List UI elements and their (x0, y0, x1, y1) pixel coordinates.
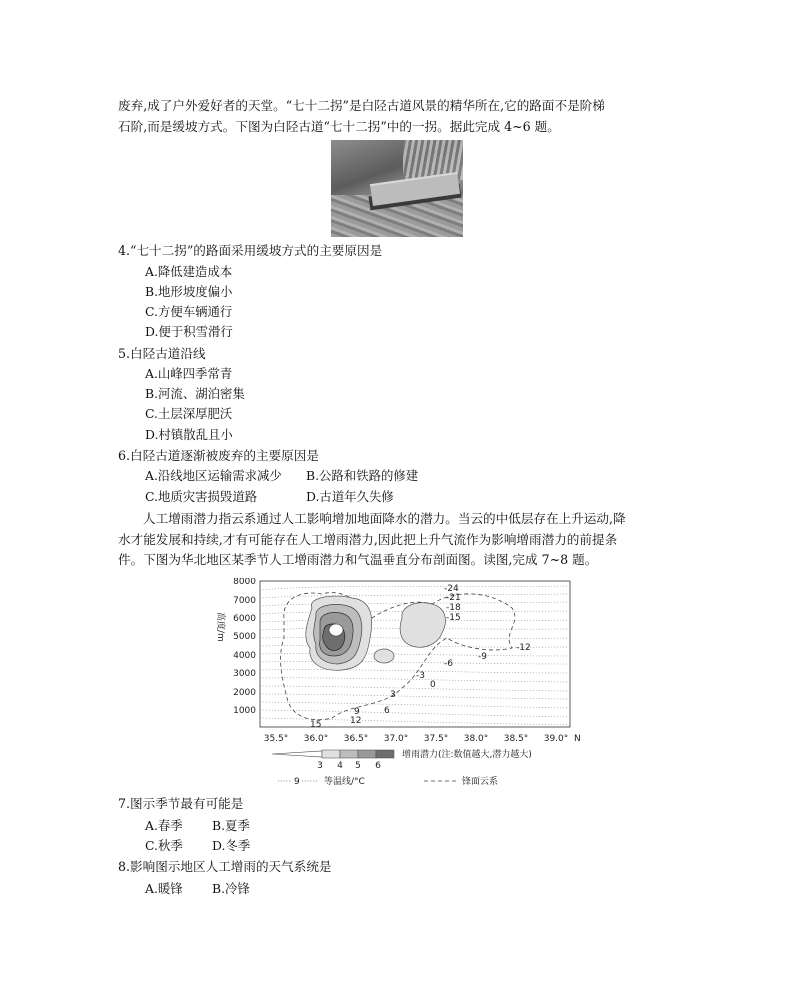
isotherm-label: -6 (444, 659, 453, 669)
x-axis (264, 734, 581, 744)
isotherm-label: 15 (310, 720, 322, 730)
q4-option-a: A.降低建造成本 (145, 264, 233, 279)
isotherm-label: 6 (384, 706, 390, 716)
legend-potential-label: 增雨潜力(注:数值越大,潜力越大) (402, 750, 532, 760)
legend-value: 3 (317, 761, 323, 771)
legend-swatch-6 (358, 750, 376, 758)
x-tick-label: 36.0° (303, 734, 329, 744)
legend-value: 5 (355, 761, 361, 771)
x-tick-label: 35.5° (263, 734, 289, 744)
q4-option-b: B.地形坡度偏小 (145, 284, 233, 299)
q7-option-c: C.秋季 (145, 838, 183, 853)
isotherm-label: 0 (430, 680, 436, 690)
x-tick-label: 36.5° (343, 734, 369, 744)
q5-option-a: A.山峰四季常青 (145, 366, 233, 381)
q6-option-c: C.地质灾害损毁道路 (145, 489, 258, 504)
legend-isotherm-label: 等温线/°C (324, 777, 365, 787)
passage2-line-3: 件。下图为华北地区某季节人工增雨潜力和气温垂直分布剖面图。读图,完成 7~8 题。 (118, 552, 598, 567)
y-tick-label: 5000 (233, 632, 256, 642)
q6-option-d: D.古道年久失修 (306, 489, 394, 504)
x-tick-label: 39.0° (543, 734, 569, 744)
isotherm-label: 3 (390, 690, 396, 700)
rain-potential-chart (212, 578, 588, 790)
q4-option-d: D.便于积雪滑行 (145, 324, 233, 339)
isotherm-label: -15 (446, 613, 461, 623)
q8-option-a: A.暖锋 (145, 881, 183, 896)
x-tick-label: 38.0° (463, 734, 489, 744)
legend-swatch-4 (322, 750, 340, 758)
q6-stem: 6.白陉古道逐渐被废弃的主要原因是 (118, 448, 319, 463)
isotherm-label: -21 (446, 593, 461, 603)
x-tick-label: 37.5° (423, 734, 449, 744)
y-tick-label: 4000 (233, 651, 256, 661)
y-tick-label: 3000 (233, 669, 256, 679)
q7-option-b: B.夏季 (212, 818, 250, 833)
intro-line-1: 废弃,成了户外爱好者的天堂。“七十二拐”是白陉古道风景的精华所在,它的路面不是阶梯 (118, 98, 605, 113)
isotherm-label: 9 (354, 707, 360, 717)
isotherm-label: -24 (444, 584, 459, 594)
y-tick-label: 8000 (233, 578, 256, 587)
q6-option-b: B.公路和铁路的修建 (306, 468, 419, 483)
legend-swatch-5 (340, 750, 358, 758)
x-axis-unit: N (574, 734, 581, 744)
legend-wedge (272, 751, 322, 757)
isotherm-label: -9 (478, 652, 487, 662)
isotherm-label: -18 (446, 603, 461, 613)
road-photo (331, 140, 463, 237)
q4-option-c: C.方便车辆通行 (145, 304, 233, 319)
intro-line-2: 石阶,而是缓坡方式。下图为白陉古道“七十二拐”中的一拐。据此完成 4~6 题。 (118, 119, 560, 134)
q8-option-b: B.冷锋 (212, 881, 250, 896)
q4-stem: 4.“七十二拐”的路面采用缓坡方式的主要原因是 (118, 243, 383, 258)
q5-option-d: D.村镇散乱且小 (145, 427, 233, 442)
q7-option-d: D.冬季 (212, 838, 251, 853)
q5-stem: 5.白陉古道沿线 (118, 346, 206, 361)
x-tick-label: 38.5° (503, 734, 529, 744)
y-tick-label: 1000 (233, 706, 256, 716)
y-axis (233, 578, 256, 716)
q6-option-a: A.沿线地区运输需求减少 (145, 468, 282, 483)
passage2-line-1: 人工增雨潜力指云系通过人工影响增加地面降水的潜力。当云的中低层存在上升运动,降 (143, 511, 626, 526)
q5-option-b: B.河流、湖泊密集 (145, 386, 245, 401)
isotherm-label: 12 (350, 716, 362, 726)
isotherm-label: -12 (516, 643, 531, 653)
y-axis-label: 高度/m (215, 612, 225, 642)
y-tick-label: 2000 (233, 688, 256, 698)
legend-front-label: 锋面云系 (462, 777, 499, 787)
q5-option-c: C.土层深厚肥沃 (145, 406, 233, 421)
isotherm-label: -3 (416, 671, 425, 681)
chart-legend (272, 748, 532, 787)
legend-value: 4 (337, 761, 343, 771)
y-tick-label: 6000 (233, 614, 256, 624)
passage2-line-2: 水才能发展和持续,才有可能存在人工增雨潜力,因此把上升气流作为影响增雨潜力的前提条 (118, 532, 618, 547)
potential-hole (329, 624, 343, 636)
q8-stem: 8.影响图示地区人工增雨的天气系统是 (118, 859, 332, 874)
potential-area-small (374, 649, 394, 663)
q7-stem: 7.图示季节最有可能是 (118, 796, 244, 811)
y-tick-label: 7000 (233, 596, 256, 606)
q7-option-a: A.春季 (145, 818, 183, 833)
legend-isotherm-sample: 9 (294, 777, 300, 787)
legend-swatch-7 (376, 750, 394, 758)
plot-frame (260, 581, 570, 727)
x-tick-label: 37.0° (383, 734, 409, 744)
legend-value: 6 (375, 761, 381, 771)
